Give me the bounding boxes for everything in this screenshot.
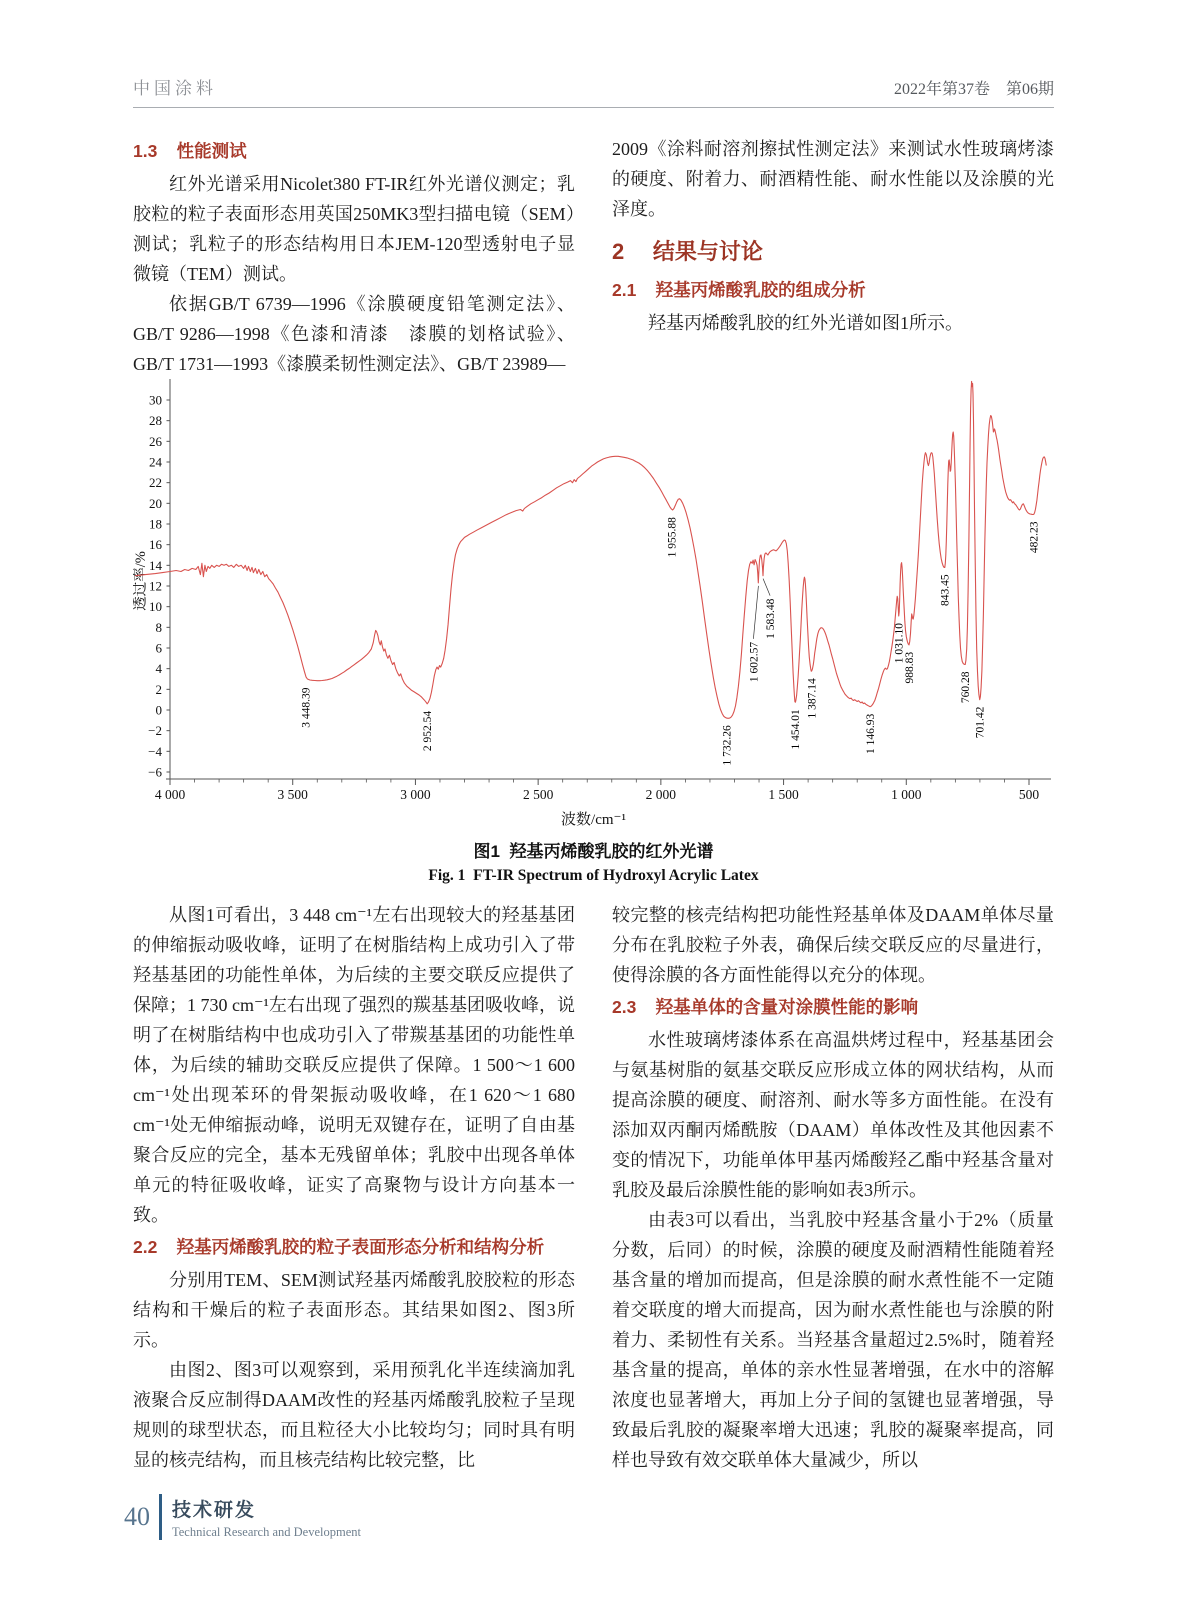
y-tick-label: 20 (149, 495, 162, 511)
y-tick-label: 0 (155, 702, 162, 718)
x-tick-label: 500 (1018, 787, 1040, 802)
peak-label: 1 732.26 (721, 725, 734, 766)
section-title: 羟基单体的含量对涂膜性能的影响 (655, 997, 919, 1017)
figure-1 (133, 366, 1054, 885)
section-heading-2-3 (612, 993, 1054, 1022)
bottom-left-column (133, 900, 575, 1475)
x-tick-label: 2 000 (645, 787, 677, 802)
paragraph: 由表3可以看出，当乳胶中羟基含量小于2%（质量分数，后同）的时候，涂膜的硬度及耐酒精性能随着羟基含量的增加而提高，但是涂膜的耐水煮性能不一定随着交联度的增大而提高，因为耐水煮性能也与涂膜的附着力、柔韧性有关系。当羟基含量超过2.5%时，随着羟基含量的提高，单体的亲水性显著增强，在水中的溶解浓度也显著增大，再加上分子间的氢键也显著增强，导致最后乳胶的凝聚率增大迅速；乳胶的凝聚率提高，同样也导致有效交联单体大量减少，所以 (612, 1210, 1054, 1470)
top-right-column (612, 134, 1054, 379)
paragraph: 从图1可看出，3 448 cm⁻¹左右出现较大的羟基基团的伸缩振动吸收峰，证明了在树脂结构上成功引入了带羟基基团的功能性单体，为后续的主要交联反应提供了保障；1 730 cm⁻¹左右出现了强烈的羰基基团吸收峰，说明了在树脂结构中也成功引入了带羰基基团的功能性单体，为后续的辅助交联反应提供了保障。1 500～1 600 cm⁻¹处出现苯环的骨架振动吸收峰，在1 620～1 680 cm⁻¹处无伸缩振动峰，说明无双键存在，证明了自由基聚合反应的完全，基本无残留单体；乳胶中出现各单体单元的特征吸收峰，证实了高聚物与设计方向基本一致。 (133, 905, 575, 1225)
x-tick-label: 3 000 (400, 787, 431, 802)
section-heading-2-2 (133, 1233, 575, 1262)
paragraph: 由图2、图3可以观察到，采用预乳化半连续滴加乳液聚合反应制得DAAM改性的羟基丙烯酸乳胶粒子呈现规则的球型状态，而且粒径大小比较均匀；同时具有明显的核壳结构，而且核壳结构比较完整，比 (133, 1360, 575, 1470)
y-tick-label: 2 (155, 681, 162, 697)
footer-section-en: Technical Research and Development (172, 1524, 361, 1539)
x-tick-label: 4 000 (154, 787, 186, 802)
ir-chart (133, 366, 1054, 806)
peak-label: 1 583.48 (765, 598, 778, 639)
peak-label: 760.28 (960, 671, 973, 704)
x-axis-title: 波数/cm⁻¹ (561, 812, 626, 828)
journal-name: 中国涂料 (133, 79, 217, 98)
bottom-columns (133, 900, 1054, 1475)
section-number: 2.3 (612, 997, 637, 1017)
section-number: 2.2 (133, 1237, 158, 1257)
paragraph: 水性玻璃烤漆体系在高温烘烤过程中，羟基基团会与氨基树脂的氨基交联反应形成立体的网状结构，从而提高涂膜的硬度、耐溶剂、耐水等多方面性能。在没有添加双丙酮丙烯酰胺（DAAM）单体改性及其他因素不变的情况下，功能单体甲基丙烯酸羟乙酯中羟基含量对乳胶及最后涂膜性能的影响如表3所示。 (612, 1030, 1054, 1200)
y-tick-label: 22 (149, 475, 162, 491)
bottom-right-column (612, 900, 1054, 1475)
peak-label: 1 031.10 (893, 622, 906, 664)
y-tick-label: 14 (149, 557, 162, 573)
section-heading-1-3 (133, 137, 575, 166)
y-tick-label: 16 (149, 537, 162, 553)
figure-caption-cn: 图1 羟基丙烯酸乳胶的红外光谱 (473, 842, 714, 861)
paragraph: 分别用TEM、SEM测试羟基丙烯酸乳胶胶粒的形态结构和干燥后的粒子表面形态。其结果如图2、图3所示。 (133, 1270, 575, 1350)
peak-label: 701.42 (974, 706, 987, 739)
top-left-column (133, 134, 575, 379)
footer-section-cn: 技术研发 (172, 1499, 257, 1521)
footer-section (172, 1495, 361, 1540)
y-tick-label: −4 (148, 743, 162, 759)
y-tick-label: 8 (155, 619, 162, 635)
y-tick-label: 30 (149, 392, 162, 408)
paragraph: 羟基丙烯酸乳胶的红外光谱如图1所示。 (648, 313, 963, 333)
x-tick-label: 1 500 (768, 787, 799, 802)
section-heading-2 (612, 236, 1054, 268)
paragraph: 2009《涂料耐溶剂擦拭性测定法》来测试水性玻璃烤漆的硬度、附着力、耐酒精性能、耐水性能以及涂膜的光泽度。 (612, 139, 1054, 219)
section-title: 羟基丙烯酸乳胶的组成分析 (655, 280, 866, 300)
page-header (133, 74, 1054, 108)
y-tick-label: 12 (149, 578, 162, 594)
peak-label: 1 146.93 (865, 713, 878, 754)
figure-caption-en: Fig. 1 FT-IR Spectrum of Hydroxyl Acrylic Latex (428, 867, 759, 884)
issue-info: 2022年第37卷 第06期 (893, 81, 1054, 98)
section-heading-2-1 (612, 276, 1054, 305)
y-tick-label: −6 (148, 764, 162, 780)
peak-leader-line (753, 586, 758, 639)
footer-divider (159, 1494, 162, 1540)
peak-label: 843.45 (939, 574, 952, 607)
y-tick-label: 18 (149, 516, 162, 532)
section-number: 2 (612, 239, 625, 264)
paragraph: 红外光谱采用Nicolet380 FT-IR红外光谱仪测定；乳胶粒的粒子表面形态用英国250MK3型扫描电镜（SEM）测试；乳粒子的形态结构用日本JEM-120型透射电子显微镜（TEM）测试。 (133, 174, 575, 284)
y-tick-label: 28 (149, 413, 162, 429)
y-tick-label: 10 (149, 599, 162, 615)
peak-label: 2 952.54 (422, 710, 435, 752)
paragraph: 较完整的核壳结构把功能性羟基单体及DAAM单体尽量分布在乳胶粒子外表，确保后续交联反应的尽量进行，使得涂膜的各方面性能得以充分的体现。 (612, 905, 1054, 985)
section-title: 羟基丙烯酸乳胶的粒子表面形态分析和结构分析 (176, 1237, 545, 1257)
peak-label: 1 454.01 (789, 709, 802, 750)
y-tick-label: 26 (149, 433, 162, 449)
peak-label: 1 955.88 (666, 517, 679, 558)
x-tick-label: 2 500 (522, 787, 554, 802)
y-tick-label: 4 (155, 661, 162, 677)
peak-label: 988.83 (904, 651, 917, 684)
peak-label: 3 448.39 (300, 687, 313, 728)
section-number: 1.3 (133, 141, 158, 161)
paragraph: 依据GB/T 6739—1996《涂膜硬度铅笔测定法》、GB/T 9286—1998《色漆和清漆 漆膜的划格试验》、GB/T 1731—1993《漆膜柔韧性测定法》、GB/T 23989— (133, 294, 575, 374)
section-number: 2.1 (612, 280, 637, 300)
page-number: 40 (124, 1502, 150, 1531)
peak-label: 1 387.14 (806, 678, 819, 719)
page-footer (124, 1494, 361, 1540)
peak-label: 482.23 (1028, 521, 1041, 554)
section-title: 性能测试 (176, 141, 247, 161)
x-tick-label: 1 000 (891, 787, 922, 802)
peak-leader-line (763, 579, 770, 596)
peak-label: 1 602.57 (748, 641, 761, 683)
y-tick-label: −2 (148, 723, 162, 739)
y-axis-title: 透过率/% (133, 551, 149, 611)
y-tick-label: 24 (149, 454, 162, 470)
section-title: 结果与讨论 (652, 239, 763, 264)
y-tick-label: 6 (155, 640, 162, 656)
top-columns (133, 134, 1054, 379)
x-tick-label: 3 500 (277, 787, 308, 802)
